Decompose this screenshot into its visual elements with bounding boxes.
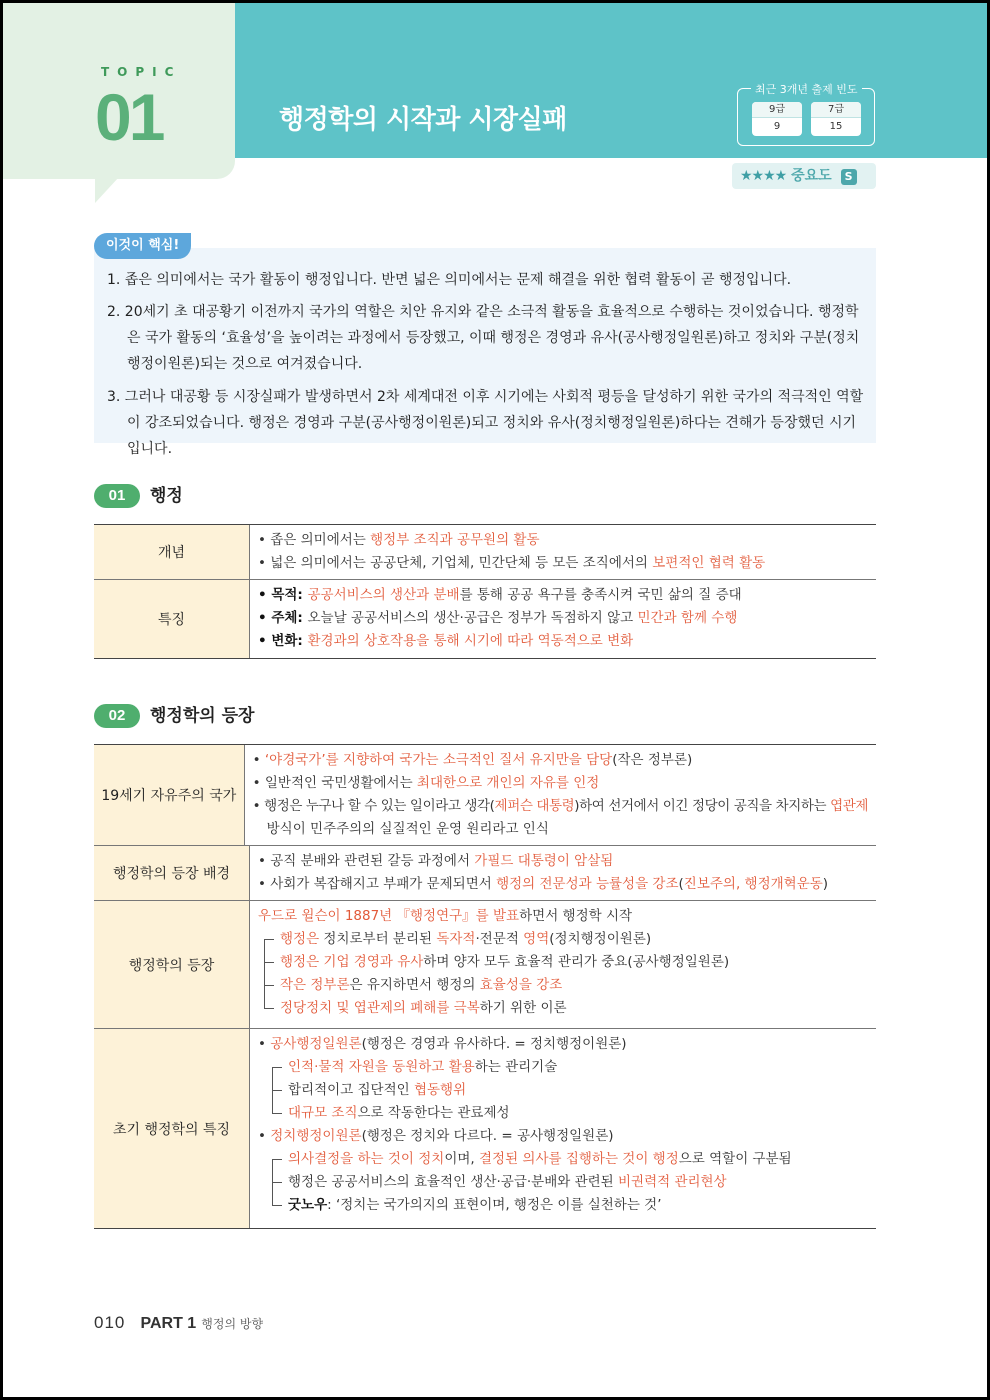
- importance-badge: [732, 163, 876, 189]
- table-row: [94, 901, 876, 1029]
- frequency-title: 최근 3개년 출제 빈도: [751, 81, 862, 97]
- topic-number: 01: [95, 80, 163, 154]
- tree-item: 의사결정을 하는 것이 정치이며, 결정된 의사를 집행하는 것이 행정으로 역할이 구분됨: [288, 1148, 868, 1171]
- page-number: 010: [94, 1313, 126, 1332]
- core-item-2: 2. 20세기 초 대공황기 이전까지 국가의 역할은 치안 유지와 같은 소극적 활동을 효율적으로 수행하는 것이었습니다. 행정학은 국가 활동의 ‘효율성’을 높이려는 과정에서 등장했고, 이때 행정은 경영과 유사(공사행정일원론)하고 정치와 구분(정치행정이원론)되는 것으로 여겨졌습니다.: [107, 304, 860, 372]
- section-number: 02: [94, 704, 140, 728]
- importance-grade: S: [841, 169, 857, 185]
- row-label: 19세기 자유주의 국가: [94, 745, 245, 845]
- row-content: • 목적: 공공서비스의 생산과 분배를 통해 공공 욕구를 충족시켜 국민 삶의 질 증대 • 주체: 오늘날 공공서비스의 생산·공급은 정부가 독점하지 않고 민간과 함께 수행 • 변화: 환경과의 상호작용을 통해 시기에 따라 역동적으로 변화: [258, 587, 742, 649]
- core-item-1: 1. 좁은 의미에서는 국가 활동이 행정입니다. 반면 넓은 의미에서는 문제 해결을 위한 협력 활동이 곧 행정입니다.: [107, 272, 792, 288]
- row-label: 개념: [94, 525, 250, 579]
- frequency-card-grade9: [752, 102, 802, 136]
- table-row: [94, 580, 876, 658]
- table-administration: [94, 524, 876, 659]
- topic-label: TOPIC: [101, 65, 182, 79]
- row-content: • ‘야경국가’를 지향하여 국가는 소극적인 질서 유지만을 담당(작은 정부론) • 일반적인 국민생활에서는 최대한으로 개인의 자유를 인정 • 행정은 누구나 할 수 있는 일이라고 생각(제퍼슨 대통령)하여 선거에서 이긴 정당이 공직을 차지하는 엽관제 방식이 민주주의의 실질적인 운영 원리라고 인식: [252, 752, 868, 837]
- core-item-3: 3. 그러나 대공황 등 시장실패가 발생하면서 2차 세계대전 이후 시기에는 사회적 평등을 달성하기 위한 국가의 적극적인 역할이 강조되었습니다. 행정은 경영과 구분(공사행정이원론)되고 정치와 유사(정치행정일원론)하다는 견해가 등장했던 시기입니다.: [107, 389, 864, 457]
- tree-item: 대규모 조직으로 작동한다는 관료제성: [288, 1102, 868, 1125]
- chapter-title: 행정학의 시작과 시장실패: [279, 105, 567, 135]
- star-icon: ★★★★: [740, 168, 787, 184]
- grade9-label: 9급: [752, 102, 802, 118]
- tree-item: 작은 정부론은 유지하면서 행정의 효율성을 강조: [280, 974, 868, 997]
- page-footer: [94, 1313, 263, 1333]
- row-label: 초기 행정학의 특징: [94, 1029, 250, 1228]
- tree-item: 정당정치 및 엽관제의 폐해를 극복하기 위한 이론: [280, 997, 868, 1020]
- topic-box-tail: [95, 177, 119, 203]
- tree-item: 행정은 기업 경영과 유사하며 양자 모두 효율적 관리가 중요(공사행정일원론): [280, 951, 868, 974]
- section-number: 01: [94, 484, 140, 508]
- table-row: [94, 525, 876, 580]
- section-title: 행정학의 등장: [150, 706, 255, 726]
- table-row: [94, 846, 876, 901]
- grade7-label: 7급: [811, 102, 861, 118]
- row-label: 특징: [94, 580, 250, 658]
- frequency-card-grade7: [811, 102, 861, 136]
- tree: [266, 1148, 868, 1217]
- grade9-value: 9: [773, 121, 781, 132]
- tree-item: 행정은 정치로부터 분리된 독자적·전문적 영역(정치행정이원론): [280, 928, 868, 951]
- table-emergence: [94, 744, 876, 1229]
- core-tag: 이것이 핵심!: [94, 233, 191, 259]
- grade7-value: 15: [829, 121, 843, 132]
- row-label: 행정학의 등장: [94, 901, 250, 1028]
- tree: [266, 1056, 868, 1125]
- row-content: • 좁은 의미에서는 행정부 조직과 공무원의 활동 • 넓은 의미에서는 공공단체, 기업체, 민간단체 등 모든 조직에서의 보편적인 협력 활동: [258, 532, 766, 571]
- tree: [258, 928, 868, 1020]
- table-row: [94, 745, 876, 846]
- row-content: • 공직 분배와 관련된 갈등 과정에서 가필드 대통령이 암살됨 • 사회가 복잡해지고 부패가 문제되면서 행정의 전문성과 능률성을 강조(진보주의, 행정개혁운동): [258, 853, 829, 892]
- importance-label: 중요도: [791, 168, 832, 184]
- part-name: 행정의 방향: [201, 1317, 264, 1331]
- tree-item: 인적·물적 자원을 동원하고 활용하는 관리기술: [288, 1056, 868, 1079]
- row-content: • 공사행정일원론(행정은 경영과 유사하다. = 정치행정이원론) 인적·물적 자원을 동원하고 활용하는 관리기술 합리적이고 집단적인 협동행위 대규모 조직으로 작동한다는 관료제성 • 정치행정이원론(행정은 정치와 다르다. = 공사행정일원론) 의사결정을 하는 것이 정치이며, 결정된 의사를 집행하는 것이 행정으로 역할이 구분됨 행정은 공공서비스의 효율적인 생산·공급·분배와 관련된 비권력적 관리현상 굿노우: ‘정치는 국가의지의 표현이며, 행정은 이를 실천하는 것’: [250, 1029, 876, 1228]
- page: [3, 3, 987, 1397]
- table-row: [94, 1029, 876, 1228]
- tree-item: 행정은 공공서비스의 효율적인 생산·공급·분배와 관련된 비권력적 관리현상: [288, 1171, 868, 1194]
- row-content: 우드로 윌슨이 1887년 『행정연구』를 발표하면서 행정학 시작 행정은 정치로부터 분리된 독자적·전문적 영역(정치행정이원론) 행정은 기업 경영과 유사하며 양자 모두 효율적 관리가 중요(공사행정일원론) 작은 정부론은 유지하면서 행정의 효율성을 강조 정당정치 및 엽관제의 폐해를 극복하기 위한 이론: [250, 901, 876, 1028]
- section-title: 행정: [150, 486, 183, 506]
- tree-item: 합리적이고 집단적인 협동행위: [288, 1079, 868, 1102]
- tree-item: 굿노우: ‘정치는 국가의지의 표현이며, 행정은 이를 실천하는 것’: [288, 1194, 868, 1217]
- row-label: 행정학의 등장 배경: [94, 846, 250, 900]
- part-label: PART 1: [140, 1315, 197, 1332]
